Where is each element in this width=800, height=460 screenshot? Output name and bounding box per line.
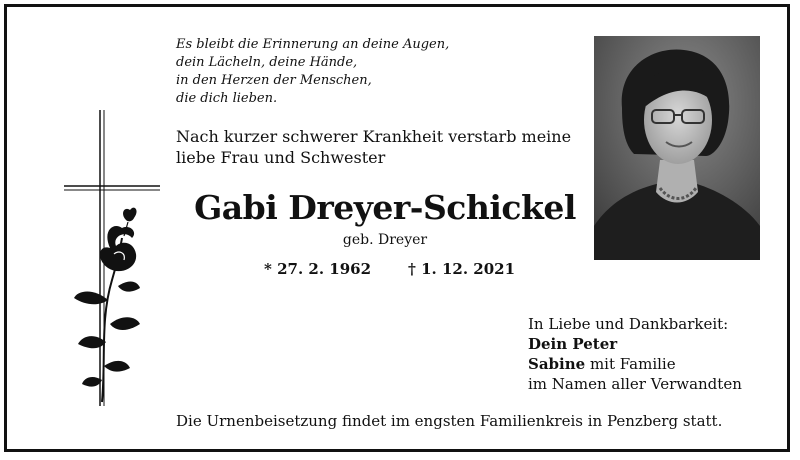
intro-line: liebe Frau und Schwester (176, 148, 386, 167)
signature-name: Sabine (528, 355, 586, 373)
portrait-photo (594, 36, 760, 260)
intro-text (176, 126, 571, 168)
poem-line: Es bleibt die Erinnerung an deine Augen, (176, 37, 450, 52)
signature-block (528, 314, 742, 394)
signature-line: mit Familie (585, 355, 676, 373)
poem-line: dein Lächeln, deine Hände, (176, 55, 358, 70)
poem (176, 36, 449, 108)
maiden-name: geb. Dreyer (342, 232, 428, 248)
cross-with-rose-icon (60, 110, 170, 410)
poem-line: die dich lieben. (176, 91, 278, 106)
birth-date: * 27. 2. 1962 (264, 260, 372, 278)
poem-line: in den Herzen der Menschen, (176, 73, 372, 88)
burial-notice: Die Urnenbeisetzung findet im engsten Familienkreis in Penzberg statt. (176, 412, 723, 430)
signature-line: im Namen aller Verwandten (528, 375, 742, 393)
death-date: † 1. 12. 2021 (408, 260, 516, 278)
deceased-name: Gabi Dreyer-Schickel (194, 188, 576, 227)
signature-name: Dein Peter (528, 335, 618, 353)
signature-line: In Liebe und Dankbarkeit: (528, 315, 729, 333)
intro-line: Nach kurzer schwerer Krankheit verstarb meine (176, 127, 572, 146)
